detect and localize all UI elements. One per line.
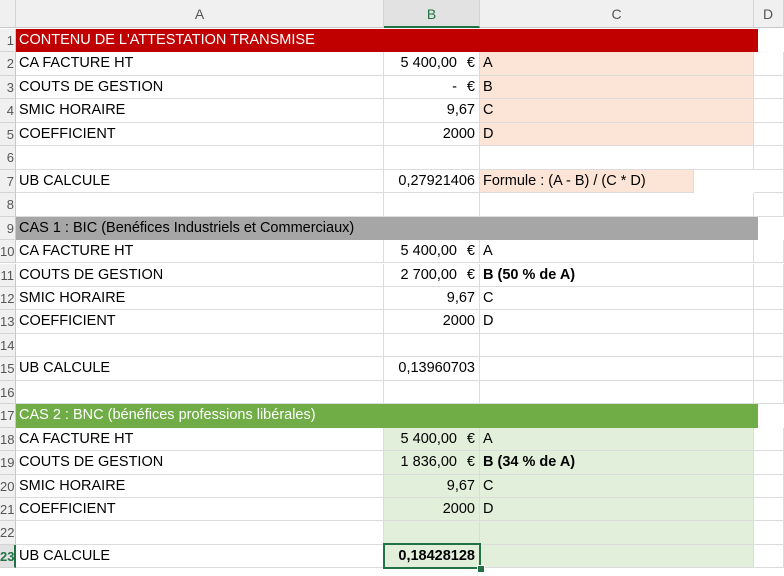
row-22 <box>16 521 768 544</box>
cell-value: 9,67 <box>446 289 475 306</box>
row-21 <box>16 498 768 521</box>
cell-value: 2 700,00 <box>400 266 457 283</box>
cell-value: 2000 <box>442 501 475 517</box>
cell-b8[interactable] <box>384 193 480 216</box>
row-5 <box>16 123 768 146</box>
currency-symbol: € <box>466 454 475 471</box>
cell-c4[interactable]: C <box>480 99 754 122</box>
row-header-5[interactable]: 5 <box>0 123 16 146</box>
cell-b19[interactable] <box>384 451 480 474</box>
row-header-2[interactable]: 2 <box>0 52 16 75</box>
cell-value: 5 400,00 <box>400 243 457 260</box>
cell-c5[interactable]: D <box>480 123 754 146</box>
cell-c8[interactable] <box>480 193 754 216</box>
column-header-d[interactable]: D <box>754 0 784 28</box>
cell-a16[interactable] <box>16 381 384 404</box>
cell-b13[interactable] <box>384 310 480 333</box>
cell-value: 5 400,00 <box>400 430 457 447</box>
cell-c12[interactable]: C <box>480 287 754 310</box>
cell-a10[interactable]: CA FACTURE HT <box>16 240 384 263</box>
cell-b4[interactable] <box>384 99 480 122</box>
cell-b22[interactable] <box>384 521 480 544</box>
cell-c16[interactable] <box>480 381 754 404</box>
cell-d2[interactable] <box>754 52 784 75</box>
row-header-1[interactable]: 1 <box>0 29 16 52</box>
cell-a14[interactable] <box>16 334 384 357</box>
cell-value: 5 400,00 <box>400 55 457 72</box>
row-header-19[interactable]: 19 <box>0 451 16 474</box>
cell-c11[interactable]: B (50 % de A) <box>480 264 754 287</box>
cell-b16[interactable] <box>384 381 480 404</box>
cell-c14[interactable] <box>480 334 754 357</box>
row-18 <box>16 428 768 451</box>
cell-c20[interactable]: C <box>480 475 754 498</box>
column-header-b[interactable]: B <box>384 0 480 28</box>
row-3 <box>16 76 768 99</box>
row-header-17[interactable]: 17 <box>0 404 16 427</box>
cell-d19[interactable] <box>754 451 784 474</box>
currency-symbol: € <box>466 266 475 283</box>
cell-b14[interactable] <box>384 334 480 357</box>
row-17 <box>16 404 768 427</box>
cell-c3[interactable]: B <box>480 76 754 99</box>
row-header-13[interactable]: 13 <box>0 310 16 333</box>
cell-value: 0,27921406 <box>398 172 475 189</box>
cell-d6[interactable] <box>754 146 784 169</box>
cell-b2[interactable] <box>384 52 480 75</box>
currency-symbol: € <box>466 430 475 447</box>
row-header-21[interactable]: 21 <box>0 498 16 521</box>
row-1 <box>16 29 768 52</box>
cell-value: 0,13960703 <box>398 360 475 377</box>
cell-d20[interactable] <box>754 475 784 498</box>
row-16 <box>16 381 768 404</box>
row-header-6[interactable]: 6 <box>0 146 16 169</box>
cell-d3[interactable] <box>754 76 784 99</box>
row-6 <box>16 146 768 169</box>
cell-value: 0,18428128 <box>398 547 475 564</box>
cell-a8[interactable] <box>16 193 384 216</box>
row-10 <box>16 240 768 263</box>
cell-d21[interactable] <box>754 498 784 521</box>
cell-a20[interactable]: SMIC HORAIRE <box>16 475 384 498</box>
section-header-cell[interactable]: CONTENU DE L'ATTESTATION TRANSMISE <box>16 29 758 52</box>
cell-b3[interactable] <box>384 76 480 99</box>
row-header-22[interactable]: 22 <box>0 521 16 544</box>
row-11 <box>16 264 768 287</box>
cell-d14[interactable] <box>754 334 784 357</box>
cell-d8[interactable] <box>754 193 784 216</box>
cell-d10[interactable] <box>754 240 784 263</box>
cell-a15[interactable]: UB CALCULE <box>16 357 384 380</box>
cell-c23[interactable] <box>480 545 754 568</box>
cell-a7[interactable]: UB CALCULE <box>16 170 384 193</box>
currency-symbol: € <box>466 78 475 95</box>
cell-value: 1 836,00 <box>400 454 457 471</box>
cell-c13[interactable]: D <box>480 310 754 333</box>
cell-c15[interactable] <box>480 357 754 380</box>
cell-value: 9,67 <box>446 102 475 119</box>
cell-d11[interactable] <box>754 264 784 287</box>
row-header-3[interactable]: 3 <box>0 76 16 99</box>
cell-b10[interactable] <box>384 240 480 263</box>
row-7 <box>16 170 768 193</box>
currency-symbol: € <box>466 243 475 260</box>
cell-a2[interactable]: CA FACTURE HT <box>16 52 384 75</box>
cell-a22[interactable] <box>16 521 384 544</box>
cell-a12[interactable]: SMIC HORAIRE <box>16 287 384 310</box>
cell-c7[interactable]: Formule : (A - B) / (C * D) <box>480 170 694 193</box>
row-19 <box>16 451 768 474</box>
row-header-4[interactable]: 4 <box>0 99 16 122</box>
row-20 <box>16 475 768 498</box>
cell-c21[interactable]: D <box>480 498 754 521</box>
active-cell-b23[interactable] <box>383 543 481 569</box>
cell-value: 9,67 <box>446 477 475 494</box>
row-12 <box>16 287 768 310</box>
cell-d7[interactable] <box>754 170 784 193</box>
row-15 <box>16 357 768 380</box>
cell-b11[interactable] <box>384 264 480 287</box>
row-2 <box>16 52 768 75</box>
cell-d13[interactable] <box>754 310 784 333</box>
cell-b12[interactable] <box>384 287 480 310</box>
cell-b5[interactable] <box>384 123 480 146</box>
row-header-10[interactable]: 10 <box>0 240 16 263</box>
cell-value: 2000 <box>442 313 475 330</box>
cell-a5[interactable]: COEFFICIENT <box>16 123 384 146</box>
cell-b18[interactable] <box>384 428 480 451</box>
row-9 <box>16 217 768 240</box>
cell-a23[interactable]: UB CALCULE <box>16 545 384 568</box>
section-header-cell[interactable]: CAS 2 : BNC (bénéfices professions libérales) <box>16 404 758 427</box>
currency-symbol: € <box>466 55 475 72</box>
row-header-12[interactable]: 12 <box>0 287 16 310</box>
select-all-corner[interactable] <box>0 0 16 28</box>
cell-b7[interactable] <box>384 170 480 193</box>
row-header-7[interactable]: 7 <box>0 170 16 193</box>
column-header-a[interactable]: A <box>16 0 384 28</box>
row-header-9[interactable]: 9 <box>0 217 16 240</box>
cell-d16[interactable] <box>754 381 784 404</box>
cell-a21[interactable]: COEFFICIENT <box>16 498 384 521</box>
column-header-c[interactable]: C <box>480 0 754 28</box>
cell-a6[interactable] <box>16 146 384 169</box>
cell-b6[interactable] <box>384 146 480 169</box>
cell-c6[interactable] <box>480 146 754 169</box>
cell-a4[interactable]: SMIC HORAIRE <box>16 99 384 122</box>
cell-c22[interactable] <box>480 521 754 544</box>
cell-c19[interactable]: B (34 % de A) <box>480 451 754 474</box>
cell-value: - <box>452 78 457 95</box>
row-header-11[interactable]: 11 <box>0 264 16 287</box>
row-header-14[interactable]: 14 <box>0 334 16 357</box>
cell-d23[interactable] <box>754 545 784 568</box>
fill-handle[interactable] <box>477 565 485 573</box>
cell-d5[interactable] <box>754 123 784 146</box>
cell-a18[interactable]: CA FACTURE HT <box>16 428 384 451</box>
cell-b20[interactable] <box>384 475 480 498</box>
row-14 <box>16 334 768 357</box>
row-header-23[interactable]: 23 <box>0 545 16 568</box>
section-header-cell[interactable]: CAS 1 : BIC (Benéfices Industriels et Commerciaux) <box>16 217 384 240</box>
cell-b15[interactable] <box>384 357 480 380</box>
row-header-15[interactable]: 15 <box>0 357 16 380</box>
cell-value: 2000 <box>442 125 475 142</box>
cell-d12[interactable] <box>754 287 784 310</box>
cell-c2[interactable]: A <box>480 52 754 75</box>
cell-a3[interactable]: COUTS DE GESTION <box>16 76 384 99</box>
row-header-20[interactable]: 20 <box>0 475 16 498</box>
cell-d18[interactable] <box>754 428 784 451</box>
cell-d15[interactable] <box>754 357 784 380</box>
row-13 <box>16 310 768 333</box>
cell-b21[interactable] <box>384 498 480 521</box>
cell-a11[interactable]: COUTS DE GESTION <box>16 264 384 287</box>
row-8 <box>16 193 768 216</box>
row-header-8[interactable]: 8 <box>0 193 16 216</box>
cell-a19[interactable]: COUTS DE GESTION <box>16 451 384 474</box>
section-header-fill <box>384 217 758 240</box>
cell-c10[interactable]: A <box>480 240 754 263</box>
row-header-18[interactable]: 18 <box>0 428 16 451</box>
cell-d22[interactable] <box>754 521 784 544</box>
row-header-16[interactable]: 16 <box>0 381 16 404</box>
cell-c18[interactable]: A <box>480 428 754 451</box>
cell-a13[interactable]: COEFFICIENT <box>16 310 384 333</box>
row-4 <box>16 99 768 122</box>
cell-d4[interactable] <box>754 99 784 122</box>
